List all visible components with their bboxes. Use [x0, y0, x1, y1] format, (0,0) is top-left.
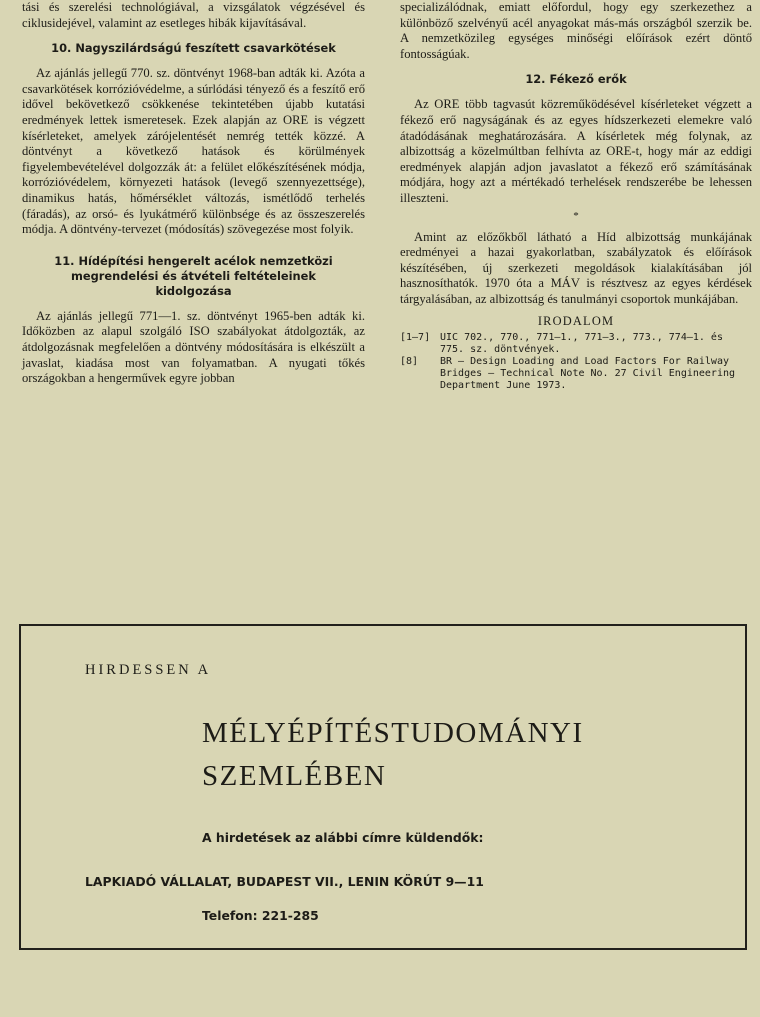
reference-item	[400, 332, 752, 356]
advertisement-box	[19, 624, 747, 950]
section-10-heading: 10. Nagyszilárdságú feszített csavarkötések	[51, 41, 336, 56]
section-11-heading-line1: 11. Hídépítési hengerelt acélok nemzetközi	[54, 253, 333, 268]
section-11-heading	[22, 254, 365, 299]
ad-title-line2: SZEMLÉBEN	[202, 760, 387, 792]
section-12-body: Az ORE több tagvasút közreműködésével kísérleteket végzett a fékező erő nagyságának és az egyes hídszerkezeti elemekre való átadódásának meghatározására. A kísérletek még folynak, az albizottság a közelmúltban felhívta az ORE-t, hogy már az eddigi eredmények alapján adjon javaslatot a fékező erő számításának módjára, hogy azt a mértékadó terhelések rendszerébe be lehessen illeszteni.	[400, 97, 752, 205]
section-12-heading: 12. Fékező erők	[525, 72, 627, 87]
reference-number: [1—7]	[400, 331, 431, 343]
section-11-body: Az ajánlás jellegű 771—1. sz. döntvényt 1965-ben adták ki. Időközben az alapul szolgáló ISO szabályokat átdolgozták, az átdolgozásnak megfelelően a döntvény módosítására is elkészült a javaslat, kiadása most van folyamatban. A nyugati tőkés országokban a hengerművek egyre jobban	[22, 308, 365, 386]
ad-invite-text: HIRDESSEN A	[85, 662, 212, 678]
left-column	[22, 0, 365, 387]
ad-phone-text: Telefon: 221-285	[202, 908, 319, 923]
ad-address-text: LAPKIADÓ VÁLLALAT, BUDAPEST VII., LENIN KÖRÚT 9—11	[85, 874, 484, 889]
reference-item	[400, 356, 752, 393]
reference-number: [8]	[400, 355, 419, 367]
left-continuation-paragraph: tási és szerelési technológiával, a vizsgálatok végzésével és ciklusidejével, valamint az esetleges hibák kijavításával.	[22, 0, 365, 30]
right-column	[400, 0, 752, 393]
section-10-body: Az ajánlás jellegű 770. sz. döntvényt 1968-ban adták ki. Azóta a csavarkötések korrózióvédelme, a súrlódási tényező és a feszítő erő idővel bekövetkező csökkenése tekintetében újabb kutatási eredmények lettek ismeretesek. Ezek alapján az ORE is végzett kísérleteket, amelyek zárójelentését nemrég tették közzé. A döntvényt a következő hatások és körülmények figyelembevételével dolgozzák át: a felület előkészítésének módja, korrózióvédelem, környezeti hatások (levegő szennyezettsége), dinamikus hatás, hőmérséklet változás, ismétlődő terhelés (fáradás), az orsó- és lyukátmérő különbsége és az összeszerelés módja. A döntvény-tervezet (módosítás) szövegezése most folyik.	[22, 66, 365, 237]
reference-text: BR — Design Loading and Load Factors For Railway Bridges — Technical Note No. 27 Civil Engineering Department June 1973.	[440, 355, 736, 392]
conclusion-paragraph: Amint az előzőkből látható a Híd albizottság munkájának eredményei a hazai gyakorlatban, szabályzatok és előírások készítésében, új szerkezeti megoldások kialakításában jól hasznosíthatók. 1970 óta a MÁV is résztvesz az egyes kérdések tárgyalásában, az albizottság és tanulmányi csoportok munkájában.	[400, 229, 752, 306]
section-11-heading-line2: megrendelési és átvételi feltételeinek	[71, 268, 316, 283]
references-title: IRODALOM	[537, 313, 615, 328]
right-continuation-paragraph: specializálódnak, emiatt előfordul, hogy egy szerkezethez a különböző szelvényű acél anyagokat más-más országból szerzik be. A nemzetközileg egységes minőségi előírások ezért döntő fontosságúak.	[400, 0, 752, 61]
ad-title-line1: MÉLYÉPÍTÉSTUDOMÁNYI	[202, 717, 584, 749]
reference-text: UIC 702., 770., 771—1., 771—3., 773., 774—1. és 775. sz. döntvények.	[440, 331, 723, 355]
section-11-heading-line3: kidolgozása	[155, 283, 232, 298]
ad-instruction-text: A hirdetések az alábbi címre küldendők:	[202, 830, 484, 845]
section-separator-star: *	[573, 209, 579, 222]
references-list	[400, 332, 752, 393]
ad-journal-title	[202, 712, 584, 798]
